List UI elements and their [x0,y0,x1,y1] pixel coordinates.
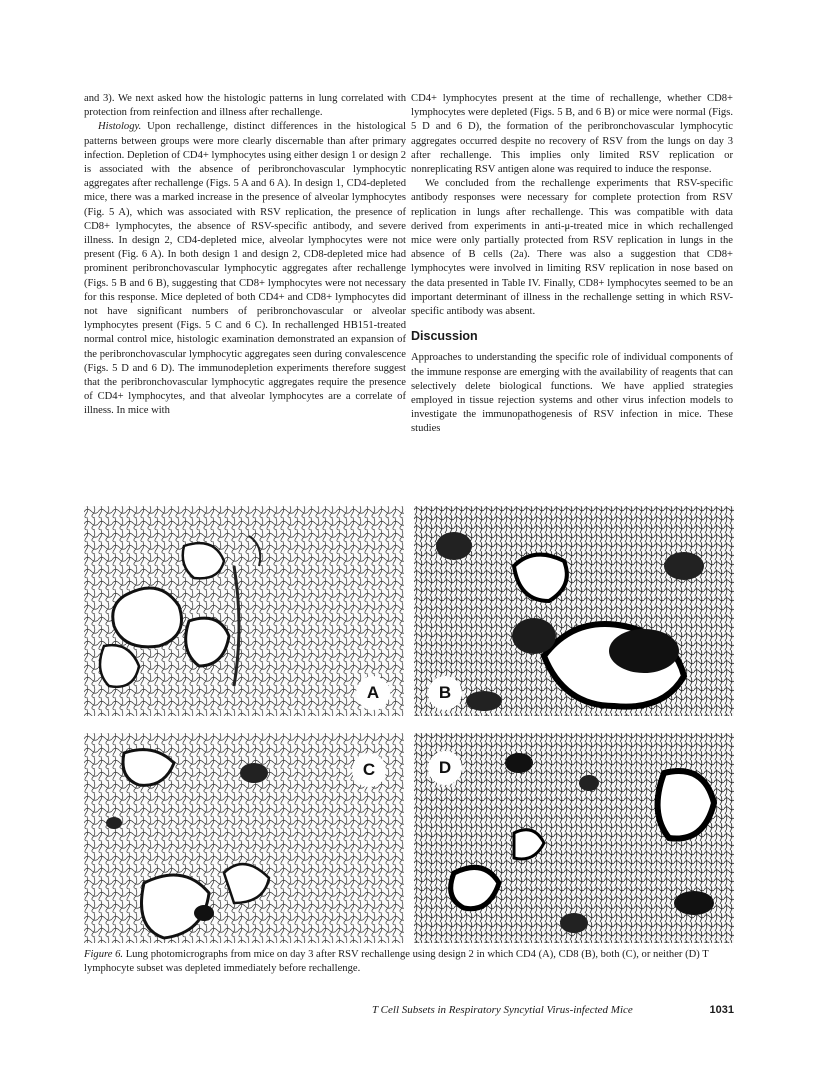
caption-label: Figure 6. [84,949,124,960]
paragraph: and 3). We next asked how the histologic patterns in lung correlated with protection from reinfection and illness after rechallenge. [84,93,406,119]
paragraph [84,120,406,418]
micrograph-image [84,506,404,716]
paragraph: We concluded from the rechallenge experiments that RSV-specific antibody responses were necessary for complete protection from RSV replication in lungs after rechallenge. This was compatible with data derived from experiments in anti-μ-treated mice in which rechallenged mice were only partially protected from RSV replication in lungs in the absence of B cells (2a). There was also a suggestion that CD8+ lymphocytes were involved in limiting RSV replication in nose based on the data presented in Table IV. Finally, CD8+ lymphocytes seemed to be an important determinant of illness in the rechallenge setting in which RSV-specific antibody was absent. [411,178,733,318]
page-number: 1031 [709,1004,734,1016]
figure-6 [84,506,734,943]
left-text-column [84,92,406,419]
micrograph-image [414,506,734,716]
micrograph-panel-a [84,506,404,716]
run-in-heading: Histology. [98,121,142,133]
micrograph-panel-b [414,506,734,716]
panel-label: A [356,676,390,710]
paragraph-body: Upon rechallenge, distinct differences in the histological patterns between groups were more clearly discernable than after primary infection. Depletion of CD4+ lymphocytes using either design 1 or design 2 is associated with the absence of peribronchovascular lymphocytic aggregates after rechallenge (Figs. 5 A and 6 A). In design 1, CD4-depleted mice, there was a marked increase in the presence of alveolar lymphocytes (Fig. 5 A), which was associated with RSV replication, the presence of CD8+ lymphocytes, the absence of RSV-specific antibody, and severe illness. In design 2, CD4-depleted mice, alveolar lymphocytes were not present (Fig. 6 A). In both design 1 and design 2, CD8-depleted mice had prominent peribronchovascular lymphocytic aggregates after rechallenge (Figs. 5 B and 6 B), suggesting that CD8+ lymphocytes were not necessary for this response. Mice depleted of both CD4+ and CD8+ lymphocytes did not have significant numbers of peribronchovascular or alveolar lymphocytes present (Figs. 5 C and 6 C). In rechallenged HB151-treated normal control mice, histologic examination demonstrated an expansion of the peribronchovascular lymphocytic aggregates seen during convalescence (Figs. 5 D and 6 D). The immunodepletion experiments therefore suggest that the peribronchovascular lymphocytic aggregates require the presence of CD4+ lymphocytes, and that alveolar lymphocytes are a correlate of illness. In mice with [84,121,406,417]
figure-caption [84,948,734,976]
section-heading: Discussion [411,329,478,344]
running-title: T Cell Subsets in Respiratory Syncytial Virus-infected Mice [372,1004,633,1016]
micrograph-panel-d [414,733,734,943]
caption-text: Lung photomicrographs from mice on day 3 after RSV rechallenge using design 2 in which CD4 (A), CD8 (B), both (C), or neither (D) T lymphocyte subset was depleted immediately before rechallenge. [84,949,709,974]
micrograph-panel-c [84,733,404,943]
micrograph-image [414,733,734,943]
right-text-column [411,92,733,437]
panel-label: D [428,751,462,785]
panel-label: B [428,676,462,710]
paragraph: Approaches to understanding the specific role of individual components of the immune response are emerging with the availability of reagents that can selectively delete biological functions. We have applied strategies employed in tissue rejection systems and other virus infection models to investigate the immunopathogenesis of RSV infection in mice. These studies [411,352,733,435]
page-footer [372,1004,734,1016]
panel-label: C [352,753,386,787]
paragraph: CD4+ lymphocytes present at the time of rechallenge, whether CD8+ lymphocytes were depleted (Figs. 5 B, and 6 B) or mice were normal (Figs. 5 D and 6 D), the formation of the peribronchovascular lymphocytic aggregates occurred despite no recovery of RSV from the lungs on day 3 after rechallenge. This implies only limited RSV replication or nonreplicating RSV antigen alone was required to induce the response. [411,93,733,176]
